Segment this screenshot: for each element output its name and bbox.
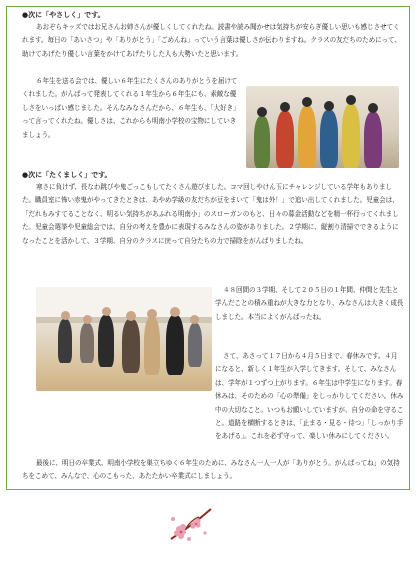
paragraph-yasashiku-1: あおぞらキッズではお兄さんお姉さんが優しくしてくれたね。読書や読み聞かせは気持ちが安らぎ優しい思いも感じさせてくれます。毎日の「あいさつ」や「ありがとう」「ごめんね」っていう言葉は優しさが伝わりますね。クラスの友だちのためにって、助けてあげたり優しい言葉をかけてあげたりした人も大勢いたと思います。 xyxy=(22,23,401,58)
gym-game-photo xyxy=(36,287,212,391)
cherry-blossom-icon xyxy=(165,505,215,545)
heading-yasashiku: ●次に「やさしく」です。 xyxy=(22,11,105,19)
performance-photo xyxy=(246,86,399,168)
paragraph-takumashiku-2: ４８回間の３学期、そして２０５日の１年間、仲間と先生と学んだことの積み重ねが大きな力となり、みなさんは大きく成長しました。本当によくがんばったね。 xyxy=(215,286,404,321)
heading-takumashiku: ●次に「たくましく」です。 xyxy=(22,171,112,179)
paragraph-takumashiku-3: さて、あさって１７日から４月５日まで、春休みです。４月になると、新しく１年生が入学してきます。そして、みなさんは、学年が１つずつ上がります。６年生は中学生になります。春休みは、そのための「心の準備」をしっかりしてください。休み中の大切なこと。いつもお願いしていますが、自分の命を守ること。道路を横断するときは、「止まる・見る・待つ」「しっかり手をあげる」。これを必ず守って、楽しい休みにしてください。 xyxy=(215,352,404,441)
paragraph-yasashiku-2: ６年生を送る会では、優しい６年生にたくさんのありがとうを届けてくれました。がんばって発表してくれる１年生から６年生にも、素敵な優しさをいっぱい感じました。そんなみなさんだから、６年生も、「大好き」って言ってくれたね。優しさは、これからも明南小学校の宝物にしていきましょう。 xyxy=(22,77,240,139)
paragraph-takumashiku-1: 寒さに負けず、長なわ跳びや鬼ごっこもしてたくさん遊びました。コマ回しやけん玉にチャレンジしている学年もありました。職員室に怖い赤鬼がやってきたときは、あやめ学級の友だちが豆をまいて「鬼は外！」で追い出してくれました。児童会は、「だれもみすてることなく、明るい気持ちがあふれる明南小」のスローガンのもと、日々の募金活動などを精一杯行ってくれました。児童会選挙や児童総会では、自分の考えを豊かに表現するみなさんの姿がありました。２学期に、縦割り清掃でできるようになったことを活かして、３学期、自分のクラスに戻って自分たちの力で掃除をがんばりましたね。 xyxy=(22,183,399,245)
paragraph-closing: 最後に、明日の卒業式、明南小学校を巣立ちゆく６年生のために、みなさん一人一人が「ありがとう。がんばってね」の気持ちをこめて、みんなで、心のこもった、あたたかい卒業式にしましょう。 xyxy=(22,459,400,481)
